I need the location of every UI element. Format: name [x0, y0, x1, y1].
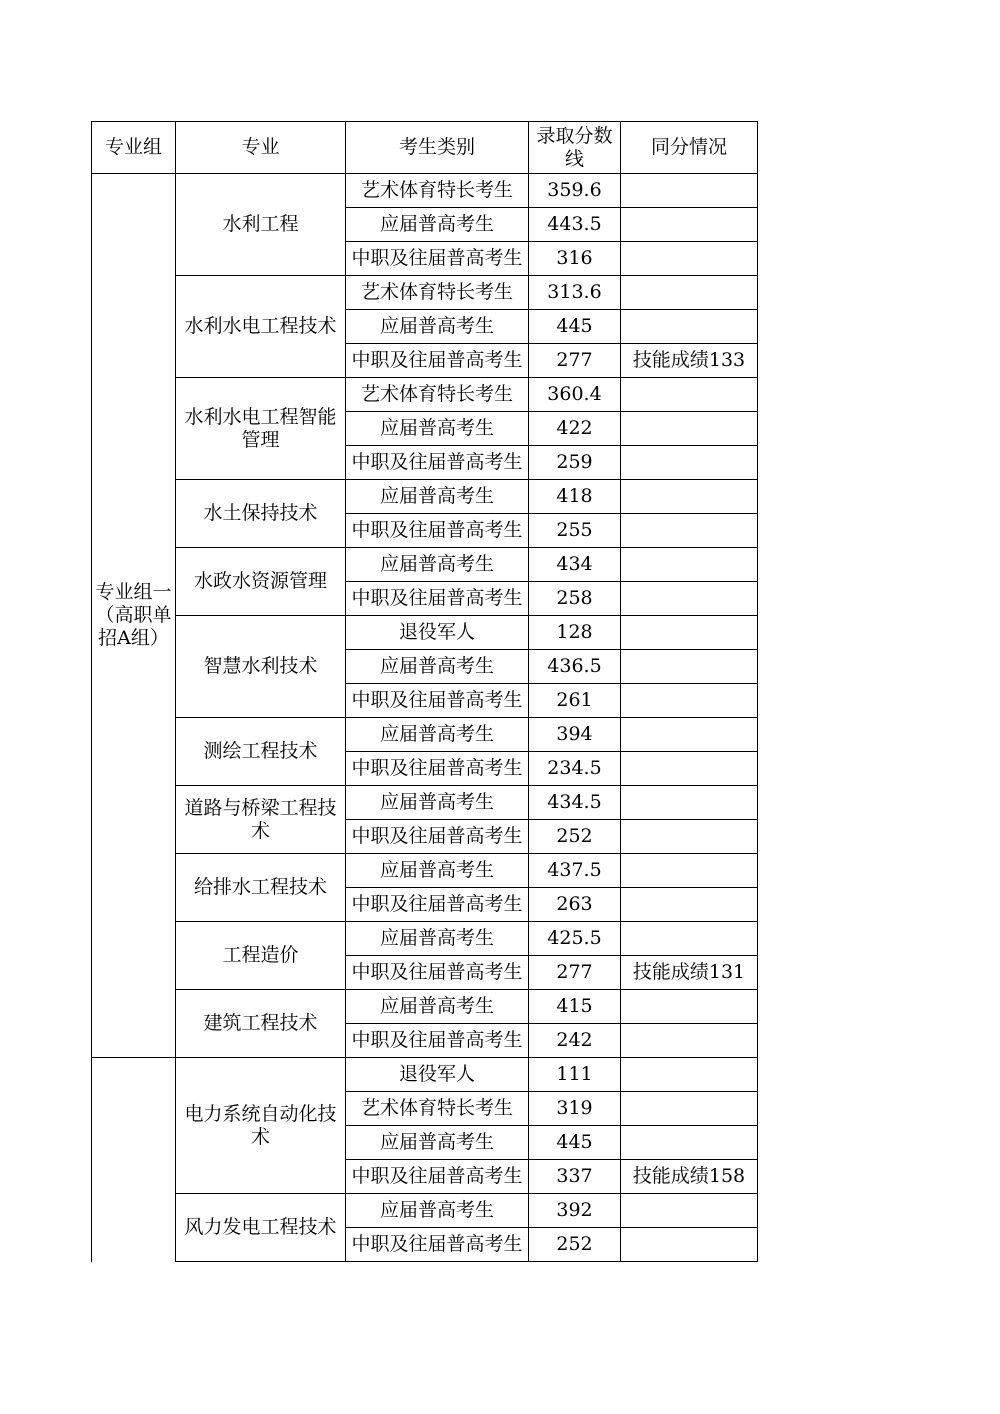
tie-cell — [621, 1126, 758, 1160]
score-cell: 277 — [529, 344, 621, 378]
major-cell: 建筑工程技术 — [176, 990, 346, 1058]
category-cell: 应届普高考生 — [346, 786, 529, 820]
category-cell: 应届普高考生 — [346, 548, 529, 582]
group-cell: 专业组一（高职单招A组） — [92, 174, 176, 1058]
major-cell: 水利工程 — [176, 174, 346, 276]
category-cell: 应届普高考生 — [346, 990, 529, 1024]
score-cell: 128 — [529, 616, 621, 650]
table-row — [92, 1194, 758, 1228]
tie-cell — [621, 276, 758, 310]
tie-cell — [621, 1228, 758, 1262]
major-cell: 风力发电工程技术 — [176, 1194, 346, 1262]
tie-cell — [621, 412, 758, 446]
category-cell: 艺术体育特长考生 — [346, 174, 529, 208]
category-cell: 应届普高考生 — [346, 650, 529, 684]
table-row — [92, 276, 758, 310]
score-cell: 360.4 — [529, 378, 621, 412]
table-row — [92, 480, 758, 514]
header-row — [92, 122, 758, 174]
score-cell: 445 — [529, 310, 621, 344]
tie-cell — [621, 922, 758, 956]
tie-cell — [621, 242, 758, 276]
category-cell: 中职及往届普高考生 — [346, 242, 529, 276]
tie-cell — [621, 616, 758, 650]
tie-cell — [621, 1024, 758, 1058]
score-cell: 258 — [529, 582, 621, 616]
score-cell: 313.6 — [529, 276, 621, 310]
major-cell: 给排水工程技术 — [176, 854, 346, 922]
score-cell: 252 — [529, 820, 621, 854]
tie-cell — [621, 854, 758, 888]
score-cell: 415 — [529, 990, 621, 1024]
tie-cell — [621, 684, 758, 718]
score-cell: 434 — [529, 548, 621, 582]
score-cell: 316 — [529, 242, 621, 276]
category-cell: 艺术体育特长考生 — [346, 378, 529, 412]
table-row — [92, 786, 758, 820]
category-cell: 中职及往届普高考生 — [346, 888, 529, 922]
tie-cell — [621, 820, 758, 854]
tie-cell: 技能成绩158 — [621, 1160, 758, 1194]
score-cell: 359.6 — [529, 174, 621, 208]
score-cell: 437.5 — [529, 854, 621, 888]
score-cell: 319 — [529, 1092, 621, 1126]
header-category: 考生类别 — [346, 122, 529, 174]
tie-cell — [621, 514, 758, 548]
tie-cell — [621, 378, 758, 412]
category-cell: 中职及往届普高考生 — [346, 582, 529, 616]
table-row — [92, 174, 758, 208]
score-cell: 111 — [529, 1058, 621, 1092]
score-cell: 392 — [529, 1194, 621, 1228]
category-cell: 应届普高考生 — [346, 922, 529, 956]
tie-cell — [621, 310, 758, 344]
score-cell: 425.5 — [529, 922, 621, 956]
category-cell: 应届普高考生 — [346, 1126, 529, 1160]
score-cell: 434.5 — [529, 786, 621, 820]
category-cell: 退役军人 — [346, 1058, 529, 1092]
score-cell: 263 — [529, 888, 621, 922]
score-cell: 443.5 — [529, 208, 621, 242]
score-cell: 277 — [529, 956, 621, 990]
table-row — [92, 854, 758, 888]
tie-cell — [621, 888, 758, 922]
score-cell: 394 — [529, 718, 621, 752]
category-cell: 应届普高考生 — [346, 480, 529, 514]
category-cell: 应届普高考生 — [346, 208, 529, 242]
category-cell: 中职及往届普高考生 — [346, 1024, 529, 1058]
tie-cell — [621, 480, 758, 514]
tie-cell — [621, 174, 758, 208]
tie-cell — [621, 1092, 758, 1126]
score-cell: 242 — [529, 1024, 621, 1058]
tie-cell — [621, 446, 758, 480]
tie-cell — [621, 752, 758, 786]
category-cell: 中职及往届普高考生 — [346, 684, 529, 718]
category-cell: 中职及往届普高考生 — [346, 820, 529, 854]
score-cell: 445 — [529, 1126, 621, 1160]
tie-cell — [621, 1058, 758, 1092]
header-tie: 同分情况 — [621, 122, 758, 174]
score-cell: 255 — [529, 514, 621, 548]
category-cell: 退役军人 — [346, 616, 529, 650]
table-row — [92, 1058, 758, 1092]
tie-cell — [621, 718, 758, 752]
major-cell: 工程造价 — [176, 922, 346, 990]
category-cell: 应届普高考生 — [346, 854, 529, 888]
major-cell: 电力系统自动化技术 — [176, 1058, 346, 1194]
tie-cell — [621, 1194, 758, 1228]
score-cell: 259 — [529, 446, 621, 480]
category-cell: 中职及往届普高考生 — [346, 1228, 529, 1262]
score-cell: 418 — [529, 480, 621, 514]
category-cell: 应届普高考生 — [346, 412, 529, 446]
table-row — [92, 922, 758, 956]
table-row — [92, 378, 758, 412]
category-cell: 艺术体育特长考生 — [346, 1092, 529, 1126]
header-major: 专业 — [176, 122, 346, 174]
tie-cell: 技能成绩133 — [621, 344, 758, 378]
group-cell — [92, 1058, 176, 1262]
tie-cell: 技能成绩131 — [621, 956, 758, 990]
category-cell: 应届普高考生 — [346, 718, 529, 752]
major-cell: 智慧水利技术 — [176, 616, 346, 718]
table-row — [92, 616, 758, 650]
admission-score-table — [91, 121, 758, 1262]
table-row — [92, 990, 758, 1024]
tie-cell — [621, 548, 758, 582]
tie-cell — [621, 786, 758, 820]
header-group: 专业组 — [92, 122, 176, 174]
score-cell: 261 — [529, 684, 621, 718]
tie-cell — [621, 208, 758, 242]
major-cell: 水土保持技术 — [176, 480, 346, 548]
table-row — [92, 718, 758, 752]
category-cell: 艺术体育特长考生 — [346, 276, 529, 310]
category-cell: 中职及往届普高考生 — [346, 1160, 529, 1194]
category-cell: 中职及往届普高考生 — [346, 956, 529, 990]
table-row — [92, 548, 758, 582]
category-cell: 中职及往届普高考生 — [346, 344, 529, 378]
major-cell: 水政水资源管理 — [176, 548, 346, 616]
score-cell: 234.5 — [529, 752, 621, 786]
category-cell: 应届普高考生 — [346, 310, 529, 344]
category-cell: 中职及往届普高考生 — [346, 752, 529, 786]
score-cell: 252 — [529, 1228, 621, 1262]
tie-cell — [621, 650, 758, 684]
category-cell: 应届普高考生 — [346, 1194, 529, 1228]
category-cell: 中职及往届普高考生 — [346, 514, 529, 548]
tie-cell — [621, 990, 758, 1024]
tie-cell — [621, 582, 758, 616]
major-cell: 测绘工程技术 — [176, 718, 346, 786]
header-score: 录取分数线 — [529, 122, 621, 174]
major-cell: 道路与桥梁工程技术 — [176, 786, 346, 854]
category-cell: 中职及往届普高考生 — [346, 446, 529, 480]
major-cell: 水利水电工程技术 — [176, 276, 346, 378]
score-cell: 337 — [529, 1160, 621, 1194]
major-cell: 水利水电工程智能管理 — [176, 378, 346, 480]
score-cell: 436.5 — [529, 650, 621, 684]
score-cell: 422 — [529, 412, 621, 446]
